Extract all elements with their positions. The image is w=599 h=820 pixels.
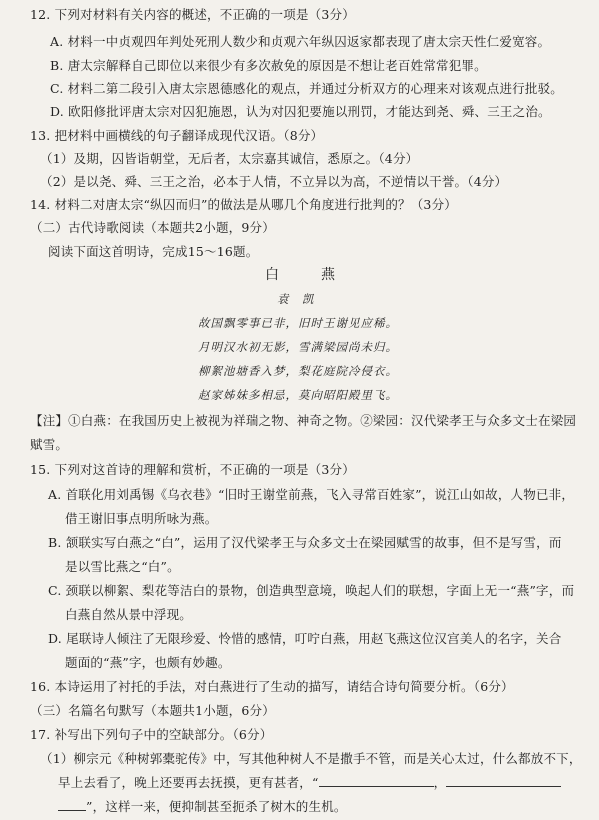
question-15: 15. 下列对这首诗的理解和赏析，不正确的一项是（3分） <box>30 462 355 477</box>
q15-option-d-line-2: 题面的“燕”字，也颇有妙趣。 <box>65 655 231 670</box>
q12-option-d: D. 欧阳修批评唐太宗对囚犯施恩，认为对囚犯要施以刑罚，才能达到尧、舜、三王之治。 <box>50 104 551 119</box>
q15-option-a-line-2: 借王谢旧事点明所咏为燕。 <box>65 511 218 526</box>
q13-part-1: （1）及期，囚皆诣朝堂，无后者，太宗嘉其诚信，悉原之。（4分） <box>40 151 419 166</box>
q12-option-b: B. 唐太宗解释自己即位以来很少有多次赦免的原因是不想让老百姓常常犯罪。 <box>50 58 487 73</box>
q17-part-1-line-3 <box>58 798 347 816</box>
section-3-heading: （三）名篇名句默写（本题共1小题，6分） <box>30 703 275 718</box>
q12-option-a: A. 材料一中贞观四年判处死刑人数少和贞观六年纵囚返家都表现了唐太宗天性仁爱宽容。 <box>50 34 551 49</box>
q15-option-d-line-1: D. 尾联诗人倾注了无限珍爱、怜惜的感情，叮咛白燕，用赵飞燕这位汉宫美人的名字，关合 <box>48 631 562 646</box>
poem-line-4: 赵家姊妹多相忌，莫向昭阳殿里飞。 <box>198 388 398 402</box>
answer-blank[interactable] <box>58 798 86 811</box>
q17-part-1-line-1: （1）柳宗元《种树郭橐驼传》中，写其他种树人不是撒手不管，而是关心太过，什么都放不下， <box>40 751 582 766</box>
q12-option-c: C. 材料二第二段引入唐太宗恩德感化的观点，并通过分析双方的心理来对该观点进行批驳。 <box>50 81 563 96</box>
answer-blank[interactable] <box>319 774 434 787</box>
question-14: 14. 材料二对唐太宗“纵囚而归”的做法是从哪几个角度进行批判的？（3分） <box>30 197 457 212</box>
poem-line-1: 故国飘零事已非，旧时王谢见应稀。 <box>198 316 398 330</box>
q17-part-1-prompt: 早上去看了，晚上还要再去抚摸，更有甚者，“ <box>58 775 319 790</box>
q15-option-a-line-1: A. 首联化用刘禹锡《乌衣巷》“旧时王谢堂前燕，飞入寻常百姓家”，说江山如故，人物已非， <box>48 487 575 502</box>
poem-author: 袁 凯 <box>277 292 315 306</box>
poem-title: 白 燕 <box>265 267 349 283</box>
answer-blank[interactable] <box>446 774 561 787</box>
section-2-heading: （二）古代诗歌阅读（本题共2小题，9分） <box>30 220 275 235</box>
question-17: 17. 补写出下列句子中的空缺部分。（6分） <box>30 727 273 742</box>
poem-note-line-1: 【注】①白燕：在我国历史上被视为祥瑞之物、神奇之物。②梁园：汉代梁孝王与众多文士在梁园 <box>30 413 577 428</box>
q15-option-b-line-2: 是以雪比燕之“白”。 <box>65 559 180 574</box>
poem-line-3: 柳絮池塘香入梦，梨花庭院冷侵衣。 <box>198 364 398 378</box>
poem-note-line-2: 赋雪。 <box>30 437 69 452</box>
poem-instruction: 阅读下面这首明诗，完成15～16题。 <box>48 244 259 259</box>
q15-option-c-line-1: C. 颈联以柳絮、梨花等洁白的景物，创造典型意境，唤起人们的联想，字面上无一“燕”字，而 <box>48 583 575 598</box>
q17-part-1-tail: ”，这样一来，便抑制甚至扼杀了树木的生机。 <box>86 799 347 814</box>
q17-part-1-line-2: 早上去看了，晚上还要再去抚摸，更有甚者，“ ， <box>58 774 561 792</box>
question-13: 13. 把材料中画横线的句子翻译成现代汉语。（8分） <box>30 128 324 143</box>
question-12: 12. 下列对材料有关内容的概述，不正确的一项是（3分） <box>30 7 355 22</box>
poem-line-2: 月明汉水初无影，雪满梁园尚未归。 <box>198 340 398 354</box>
q15-option-c-line-2: 白燕自然从景中浮现。 <box>65 607 193 622</box>
q13-part-2: （2）是以尧、舜、三王之治，必本于人情，不立异以为高，不逆情以干誉。（4分） <box>40 174 508 189</box>
question-16: 16. 本诗运用了衬托的手法，对白燕进行了生动的描写，请结合诗句简要分析。（6分） <box>30 679 514 694</box>
q15-option-b-line-1: B. 颔联实写白燕之“白”，运用了汉代梁孝王与众多文士在梁园赋雪的故事，但不是写雪，而 <box>48 535 562 550</box>
